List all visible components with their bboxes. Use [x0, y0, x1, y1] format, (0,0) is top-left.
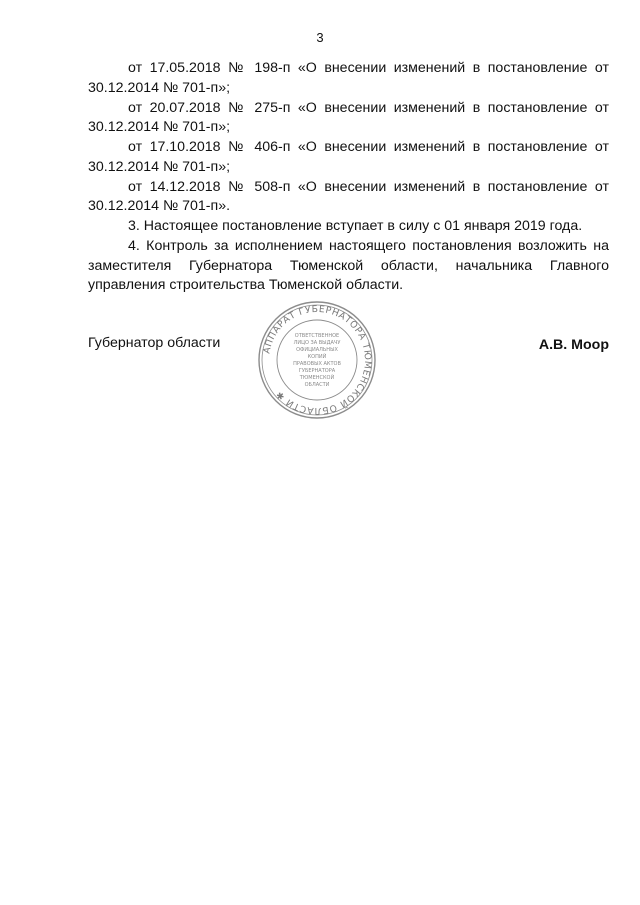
svg-text:ОБЛАСТИ: ОБЛАСТИ [304, 382, 330, 388]
svg-text:ОФИЦИАЛЬНЫХ: ОФИЦИАЛЬНЫХ [296, 347, 338, 353]
amendment-item-3 [88, 138, 609, 177]
signatory-position: Губернатор области [88, 335, 221, 351]
official-seal-stamp [256, 299, 378, 421]
svg-text:ОТВЕТСТВЕННОЕ: ОТВЕТСТВЕННОЕ [294, 333, 340, 339]
svg-text:ЛИЦО ЗА ВЫДАЧУ: ЛИЦО ЗА ВЫДАЧУ [293, 340, 341, 346]
amendment-line-2: 30.12.2014 № 701-п»; [88, 158, 231, 175]
amendment-line-1: от 20.07.2018 № 275-п «О внесении изменений в постановление от [128, 99, 609, 116]
amendment-item-4 [88, 178, 609, 217]
amendment-line-2: 30.12.2014 № 701-п»; [88, 119, 231, 135]
amendment-item-2 [88, 99, 609, 138]
amendment-line-1: от 17.05.2018 № 198-п «О внесении изменений в постановление от [128, 60, 609, 76]
document-body [88, 59, 609, 296]
amendment-item-1 [88, 59, 609, 98]
page-number: 3 [316, 30, 324, 45]
signatory-name: А.В. Моор [538, 337, 609, 353]
svg-text:ГУБЕРНАТОРА: ГУБЕРНАТОРА [298, 368, 336, 374]
amendment-line-2: 30.12.2014 № 701-п»; [88, 79, 231, 96]
amendment-line-1: от 17.10.2018 № 406-п «О внесении изменений в постановление от [128, 139, 609, 155]
amendment-line-1: от 14.12.2018 № 508-п «О внесении изменений в постановление от [128, 178, 609, 195]
amendment-line-2: 30.12.2014 № 701-п». [88, 198, 231, 214]
signature-block [88, 303, 609, 423]
svg-text:ПРАВОВЫХ АКТОВ: ПРАВОВЫХ АКТОВ [293, 361, 341, 367]
svg-text:АППАРАТ ГУБЕРНАТОРА ТЮМЕНСКОЙ: АППАРАТ ГУБЕРНАТОРА ТЮМЕНСКОЙ ОБЛАСТИ ✱ [261, 303, 374, 417]
svg-text:ТЮМЕНСКОЙ: ТЮМЕНСКОЙ [299, 375, 335, 381]
clause-4: 4. Контроль за исполнением настоящего постановления возложить на заместителя Губернатора Тюменской области, начальника Главного управления строительства Тюменской области. [88, 238, 609, 293]
svg-text:КОПИЙ: КОПИЙ [307, 354, 327, 360]
clause-3: 3. Настоящее постановление вступает в силу с 01 января 2019 года. [128, 218, 583, 234]
